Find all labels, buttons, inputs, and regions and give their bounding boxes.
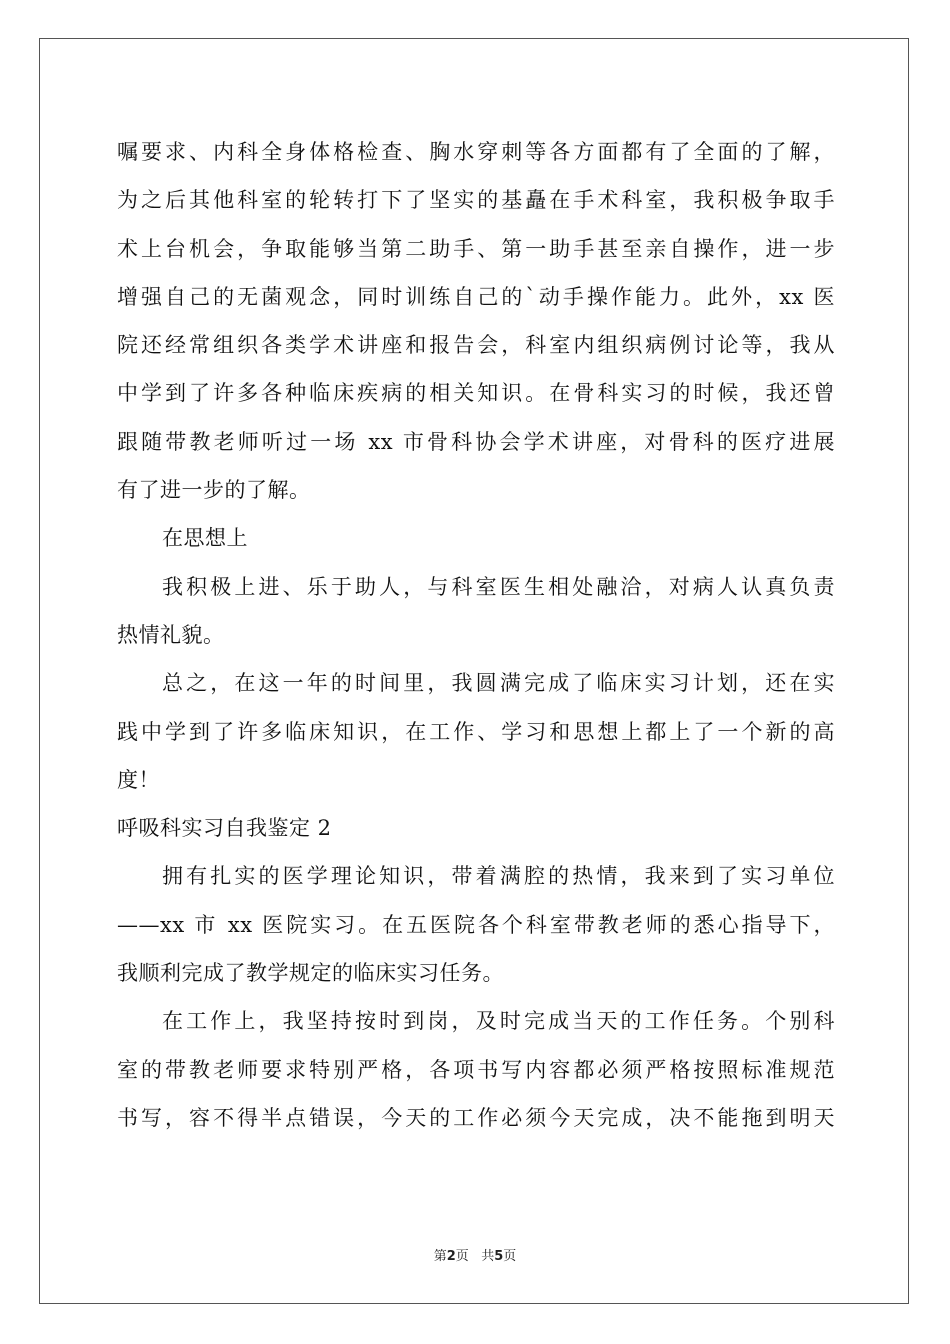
footer-total-suffix: 页 <box>503 1249 517 1264</box>
footer-total-prefix: 共 <box>481 1249 495 1264</box>
text-line: 我积极上进、乐于助人，与科室医生相处融洽，对病人认真负责 <box>162 574 835 599</box>
text-line: 术上台机会，争取能够当第二助手、第一助手甚至亲自操作，进一步 <box>117 236 835 261</box>
footer-total-pages: 5 <box>494 1249 504 1264</box>
text-line: ——xx 市 xx 医院实习。在五医院各个科室带教老师的悉心指导下， <box>117 912 835 937</box>
text-line: 度！ <box>117 767 160 792</box>
document-subtitle: 呼吸科实习自我鉴定 2 <box>117 816 332 841</box>
footer-page-number: 2 <box>446 1249 456 1264</box>
text-line: 热情礼貌。 <box>117 622 225 647</box>
text-line: 我顺利完成了教学规定的临床实习任务。 <box>117 961 504 986</box>
section-heading: 在思想上 <box>162 526 248 551</box>
text-line: 有了进一步的了解。 <box>117 478 311 503</box>
text-line: 中学到了许多各种临床疾病的相关知识。在骨科实习的时候，我还曾 <box>117 381 835 406</box>
text-line: 嘱要求、内科全身体格检查、胸水穿刺等各方面都有了全面的了解， <box>117 140 835 164</box>
document-body <box>117 128 835 1142</box>
text-line: 书写，容不得半点错误，今天的工作必须今天完成，决不能拖到明天 <box>117 1105 835 1130</box>
text-line: 在工作上，我坚持按时到岗，及时完成当天的工作任务。个别科 <box>162 1009 835 1034</box>
text-line: 总之，在这一年的时间里，我圆满完成了临床实习计划，还在实 <box>162 671 835 696</box>
text-line: 为之后其他科室的轮转打下了坚实的基矗在手术科室，我积极争取手 <box>117 188 835 213</box>
footer-prefix: 第 <box>433 1249 447 1264</box>
text-line: 室的带教老师要求特别严格，各项书写内容都必须严格按照标准规范 <box>117 1057 835 1082</box>
text-line: 践中学到了许多临床知识，在工作、学习和思想上都上了一个新的高 <box>117 719 835 744</box>
text-line: 院还经常组织各类学术讲座和报告会，科室内组织病例讨论等，我从 <box>117 333 835 358</box>
page-footer <box>0 1249 950 1265</box>
text-line: 拥有扎实的医学理论知识，带着满腔的热情，我来到了实习单位 <box>162 864 835 889</box>
text-line: 跟随带教老师听过一场 xx 市骨科协会学术讲座，对骨科的医疗进展 <box>117 429 835 454</box>
footer-page-suffix: 页 <box>455 1249 469 1264</box>
text-line: 增强自己的无菌观念，同时训练自己的`动手操作能力。此外，xx 医 <box>117 284 835 309</box>
